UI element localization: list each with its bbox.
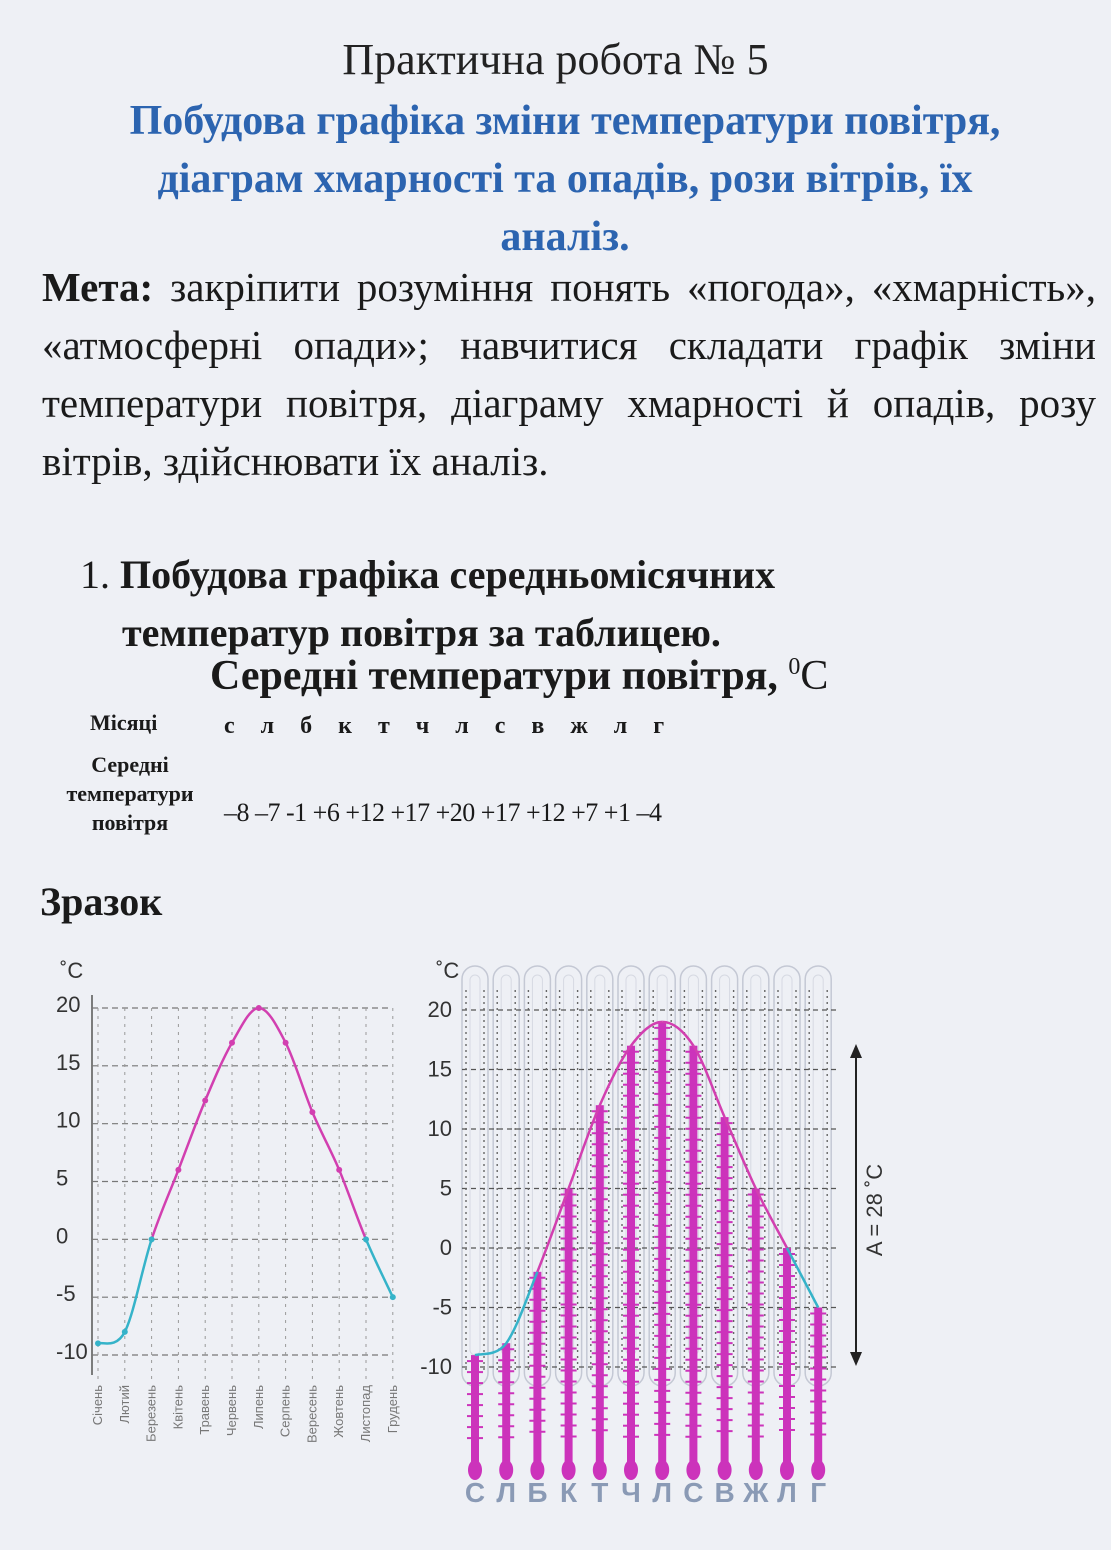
y-tick-label: 10 [56, 1107, 81, 1133]
y-tick-label: -5 [56, 1281, 76, 1307]
x-tick-label: Г [810, 1477, 827, 1508]
temps-header-line-2: температури [66, 781, 194, 806]
x-tick-label: Серпень [277, 1385, 293, 1438]
x-tick-label: Квітень [170, 1385, 186, 1430]
sample-label: Зразок [40, 879, 163, 924]
work-title: Практична робота № 5 [342, 35, 769, 84]
mercury-column [783, 1248, 791, 1470]
task-number: 1. [80, 552, 110, 597]
x-tick-label: Лютий [116, 1385, 132, 1424]
x-tick-label: Липень [250, 1385, 266, 1430]
thermometer-tube [813, 975, 823, 1355]
amplitude-label: A = 28 ˚С [862, 1163, 887, 1257]
thermometer-tube [501, 975, 511, 1355]
x-tick-label: Л [777, 1477, 797, 1508]
thermometer-tube [470, 975, 480, 1355]
task-line-2: температур повітря за таблицею. [122, 610, 721, 655]
y-tick-label: -10 [420, 1354, 452, 1379]
x-tick-label: Ч [621, 1477, 641, 1508]
x-tick-label: Березень [143, 1385, 159, 1442]
y-tick-label: 15 [56, 1049, 81, 1075]
y-tick-label: 5 [56, 1165, 69, 1191]
temps-header-line-1: Середні [91, 752, 169, 777]
x-tick-label: К [560, 1477, 578, 1508]
months-values: с л б к т ч л с в ж л г [224, 713, 666, 739]
y-tick-label: 0 [56, 1223, 69, 1249]
x-tick-label: Т [591, 1477, 609, 1508]
x-tick-label: Січень [90, 1385, 105, 1426]
x-tick-label: С [464, 1477, 486, 1508]
y-axis-label: ˚С [60, 958, 84, 983]
y-tick-label: 15 [427, 1056, 452, 1082]
amplitude-arrow-head-up [850, 1044, 862, 1058]
unit-letter: С [800, 653, 829, 699]
topic-line-3: аналіз. [500, 214, 630, 260]
temps-header-line-3: повітря [91, 810, 169, 835]
y-axis-label: ˚С [436, 958, 460, 983]
y-tick-label: -10 [56, 1339, 88, 1364]
x-tick-label: Грудень [384, 1385, 400, 1434]
mercury-column [689, 1046, 697, 1470]
topic-line-2: діаграм хмарності та опадів, рози вітрів, їх [157, 156, 973, 202]
amplitude-arrow-head-down [850, 1352, 862, 1366]
x-tick-label: Ж [743, 1477, 769, 1508]
x-tick-label: Травень [197, 1385, 213, 1435]
y-tick-label: 0 [439, 1235, 452, 1260]
months-header: Місяці [90, 710, 158, 735]
x-tick-label: Л [652, 1477, 673, 1508]
x-tick-label: С [683, 1477, 704, 1508]
x-tick-label: Жовтень [331, 1385, 347, 1438]
goal-text: закріпити розуміння понять «погода», «хмарність», «атмосферні опади»; навчитися складати графік зміни температури повітря, діаграму хмарності й опадів, розу вітрів, здійснювати їх аналіз. [42, 264, 1096, 484]
x-tick-label: Вересень [304, 1385, 320, 1444]
x-tick-label: В [714, 1477, 735, 1508]
mercury-column [565, 1189, 573, 1471]
table-title-text: Середні температури повітря, [210, 653, 778, 699]
mercury-column [721, 1117, 729, 1470]
mercury-column [502, 1343, 510, 1470]
mercury-column [627, 1046, 635, 1470]
temps-values: –8 –7 -1 +6 +12 +17 +20 +17 +12 +7 +1 –4 [224, 798, 662, 827]
x-tick-label: Листопад [358, 1385, 373, 1443]
task-line-1: Побудова графіка середньомісячних [120, 552, 776, 597]
x-tick-label: Червень [224, 1385, 239, 1437]
y-tick-label: 20 [427, 997, 452, 1022]
goal-label: Мета: [42, 264, 154, 310]
mercury-column [533, 1272, 541, 1470]
mercury-column [814, 1308, 822, 1471]
topic-line-1: Побудова графіка зміни температури повітря, [129, 98, 1001, 144]
y-tick-label: 5 [439, 1175, 452, 1201]
y-tick-label: 20 [56, 992, 81, 1017]
y-tick-label: -5 [432, 1294, 452, 1320]
y-tick-label: 10 [427, 1116, 452, 1141]
degree-sup: 0 [788, 654, 801, 680]
x-tick-label: Л [496, 1477, 517, 1508]
mercury-column [752, 1189, 760, 1471]
x-tick-label: Б [527, 1477, 548, 1508]
